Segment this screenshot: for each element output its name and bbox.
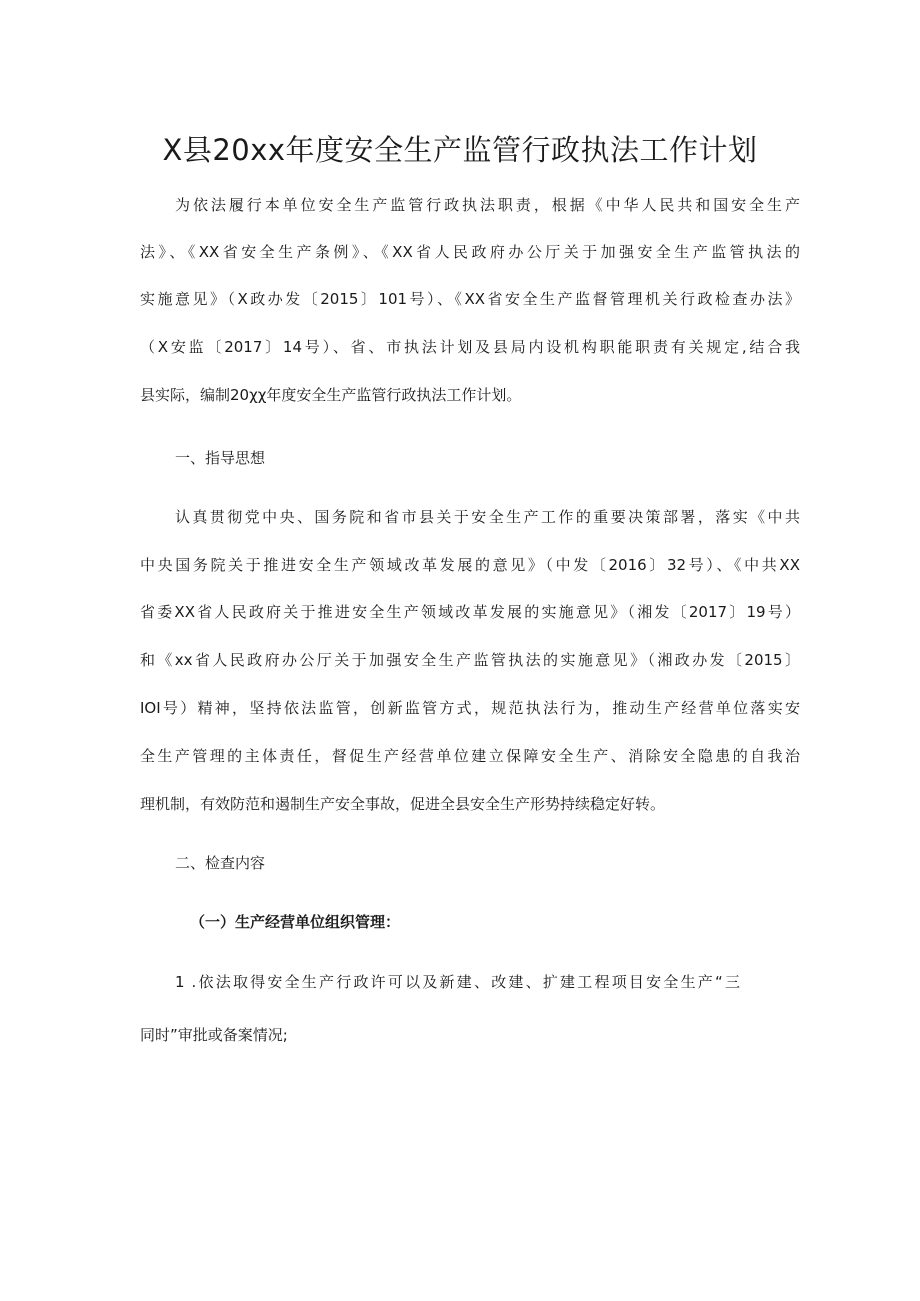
section1-paragraph-line: 中央国务院关于推进安全生产领域改革发展的意见》（中发〔2016〕32号）、《中共XX [140, 556, 800, 574]
intro-paragraph-line: 为依法履行本单位安全生产监管行政执法职责，根据《中华人民共和国安全生产 [175, 196, 800, 214]
item-line: 1 .依法取得安全生产行政许可以及新建、改建、扩建工程项目安全生产“三 [175, 973, 740, 991]
section1-paragraph-line: 和《xx省人民政府办公厅关于加强安全生产监管执法的实施意见》（湘政办发〔2015〕 [140, 651, 800, 669]
intro-paragraph-line: （X安监〔2017〕14号）、省、市执法计划及县局内设机构职能职责有关规定,结合我 [140, 338, 800, 356]
subsection-heading: （一）生产经营单位组织管理： [190, 913, 401, 931]
section1-paragraph-line: 全生产管理的主体责任，督促生产经营单位建立保障安全生产、消除安全隐患的自我治 [140, 747, 800, 765]
section-heading: 二、检查内容 [175, 854, 266, 872]
section1-paragraph-line: IOI号）精神，坚持依法监管，创新监管方式，规范执法行为，推动生产经营单位落实安 [140, 699, 800, 717]
section1-paragraph-line: 理机制，有效防范和遏制生产安全事故，促进全县安全生产形势持续稳定好转。 [140, 795, 666, 813]
section1-paragraph-line: 省委XX省人民政府关于推进安全生产领域改革发展的实施意见》（湘发〔2017〕19号） [140, 603, 800, 621]
intro-paragraph-line: 法》、《XX省安全生产条例》、《XX省人民政府办公厅关于加强安全生产监管执法的 [140, 243, 800, 261]
intro-paragraph-line: 县实际，编制20χχ年度安全生产监管行政执法工作计划。 [140, 386, 522, 404]
intro-paragraph-line: 实施意见》（X政办发〔2015〕101号）、《XX省安全生产监督管理机关行政检查办法》 [140, 290, 800, 308]
item-line: 同时”审批或备案情况; [140, 1026, 288, 1044]
section-heading: 一、指导思想 [175, 449, 266, 467]
section1-paragraph-line: 认真贯彻党中央、国务院和省市县关于安全生产工作的重要决策部署，落实《中共 [175, 508, 800, 526]
document-title: X县20xx年度安全生产监管行政执法工作计划 [162, 133, 758, 167]
